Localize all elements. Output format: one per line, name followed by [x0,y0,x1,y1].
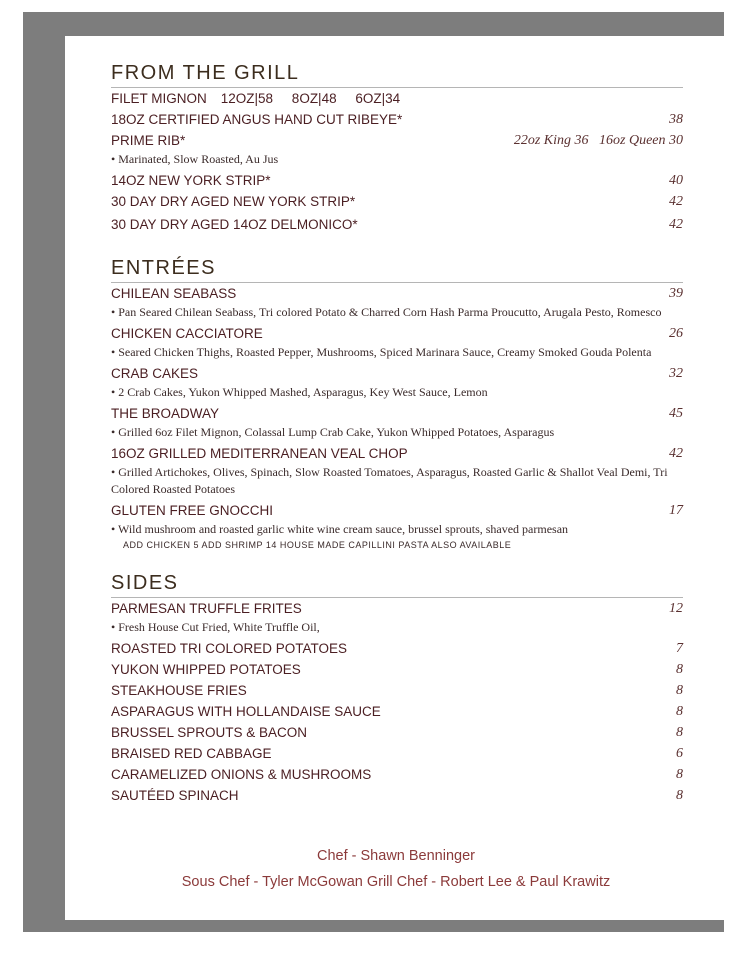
item-name: ROASTED TRI COLORED POTATOES [111,641,348,656]
section-title-entrees: ENTRÉES [111,255,683,283]
item-price: 26 [669,326,683,341]
item-price: 6 [676,746,683,761]
side-item-yukon-potatoes [111,659,683,680]
item-description: • Marinated, Slow Roasted, Au Jus [111,152,279,166]
item-price: 45 [669,406,683,421]
item-description: • Fresh House Cut Fried, White Truffle Oil, [111,620,320,634]
page-frame [23,12,724,932]
item-price: 7 [676,641,683,656]
side-item-spinach [111,785,683,806]
staff-credit: Sous Chef - Tyler McGowan Grill Chef - Robert Lee & Paul Krawitz [181,874,611,890]
item-name: GLUTEN FREE GNOCCHI [111,503,274,518]
menu-item-veal-chop [111,443,683,464]
side-item-brussel-sprouts [111,722,683,743]
menu-item-gnocchi [111,500,683,521]
item-description: • Grilled Artichokes, Olives, Spinach, Slow Roasted Tomatoes, Asparagus, Roasted Garlic & Shallot Veal Demi, Tri Colored Roasted Potatoes [111,465,668,496]
item-name: PRIME RIB* [111,133,186,148]
item-description: • Pan Seared Chilean Seabass, Tri colored Potato & Charred Corn Hash Parma Proucutto, Arugala Pesto, Romesco [111,305,662,319]
item-name: THE BROADWAY [111,406,220,421]
side-item-red-cabbage [111,743,683,764]
item-name: SAUTÉED SPINACH [111,788,239,803]
item-name: FILET MIGNON [111,91,207,106]
item-description: • Wild mushroom and roasted garlic white wine cream sauce, brussel sprouts, shaved parmesan [111,522,569,536]
item-price: 32 [669,366,683,381]
item-price: 17 [669,503,683,518]
item-name: CARAMELIZED ONIONS & MUSHROOMS [111,767,372,782]
section-title-sides: SIDES [111,570,683,598]
item-name: ASPARAGUS WITH HOLLANDAISE SAUCE [111,704,381,719]
item-name: STEAKHOUSE FRIES [111,683,247,698]
add-on-note: ADD CHICKEN 5 ADD SHRIMP 14 HOUSE MADE CAPILLINI PASTA ALSO AVAILABLE [123,540,512,550]
item-name: 14OZ NEW YORK STRIP* [111,173,271,188]
item-price: 22oz King 36 16oz Queen 30 [513,133,683,148]
menu-item-prime-rib [111,130,683,151]
side-item-steakhouse-fries [111,680,683,701]
item-price: 8 [676,704,683,719]
menu-item-aged-strip [111,191,683,214]
item-price: 8 [676,767,683,782]
menu-page [65,36,727,920]
item-price: 42 [669,446,683,461]
item-name: BRUSSEL SPROUTS & BACON [111,725,308,740]
menu-item-ribeye [111,109,683,130]
menu-item-crab-cakes [111,363,683,384]
item-price: 38 [669,112,683,127]
item-price: 42 [669,217,683,232]
item-description: • 2 Crab Cakes, Yukon Whipped Mashed, Asparagus, Key West Sauce, Lemon [111,385,488,399]
item-name: 18OZ CERTIFIED ANGUS HAND CUT RIBEYE* [111,112,403,127]
item-name: BRAISED RED CABBAGE [111,746,272,761]
item-price: 8 [676,788,683,803]
menu-item-delmonico [111,214,683,235]
item-price: 8 [676,683,683,698]
menu-item-seabass [111,283,683,304]
item-description: • Grilled 6oz Filet Mignon, Colassal Lump Crab Cake, Yukon Whipped Potatoes, Asparagus [111,425,555,439]
side-item-onions-mushrooms [111,764,683,785]
item-price: 42 [669,194,683,209]
item-name: 30 DAY DRY AGED 14OZ DELMONICO* [111,217,358,232]
item-price: 8 [676,662,683,677]
item-name: CRAB CAKES [111,366,199,381]
item-price: 40 [669,173,683,188]
item-name: YUKON WHIPPED POTATOES [111,662,301,677]
side-item-asparagus [111,701,683,722]
item-price: 12 [669,601,683,616]
item-description: • Seared Chicken Thighs, Roasted Pepper, Mushrooms, Spiced Marinara Sauce, Creamy Smoked Gouda Polenta [111,345,652,359]
item-name: PARMESAN TRUFFLE FRITES [111,601,302,616]
item-name: CHICKEN CACCIATORE [111,326,263,341]
menu-content [111,60,683,806]
side-item-tri-potatoes [111,638,683,659]
item-name: CHILEAN SEABASS [111,286,237,301]
item-name: 16OZ GRILLED MEDITERRANEAN VEAL CHOP [111,446,408,461]
side-item-truffle-frites [111,598,683,619]
menu-item-chicken-cacciatore [111,323,683,344]
menu-item-ny-strip [111,170,683,191]
chef-credit: Chef - Shawn Benninger [317,848,475,864]
menu-item-broadway [111,403,683,424]
item-sizes: 12OZ|58 8OZ|48 6OZ|34 [220,91,401,106]
menu-item-filet [111,88,683,109]
item-name: 30 DAY DRY AGED NEW YORK STRIP* [111,194,356,209]
item-price: 39 [669,286,683,301]
section-title-grill: FROM THE GRILL [111,60,683,88]
item-price: 8 [676,725,683,740]
